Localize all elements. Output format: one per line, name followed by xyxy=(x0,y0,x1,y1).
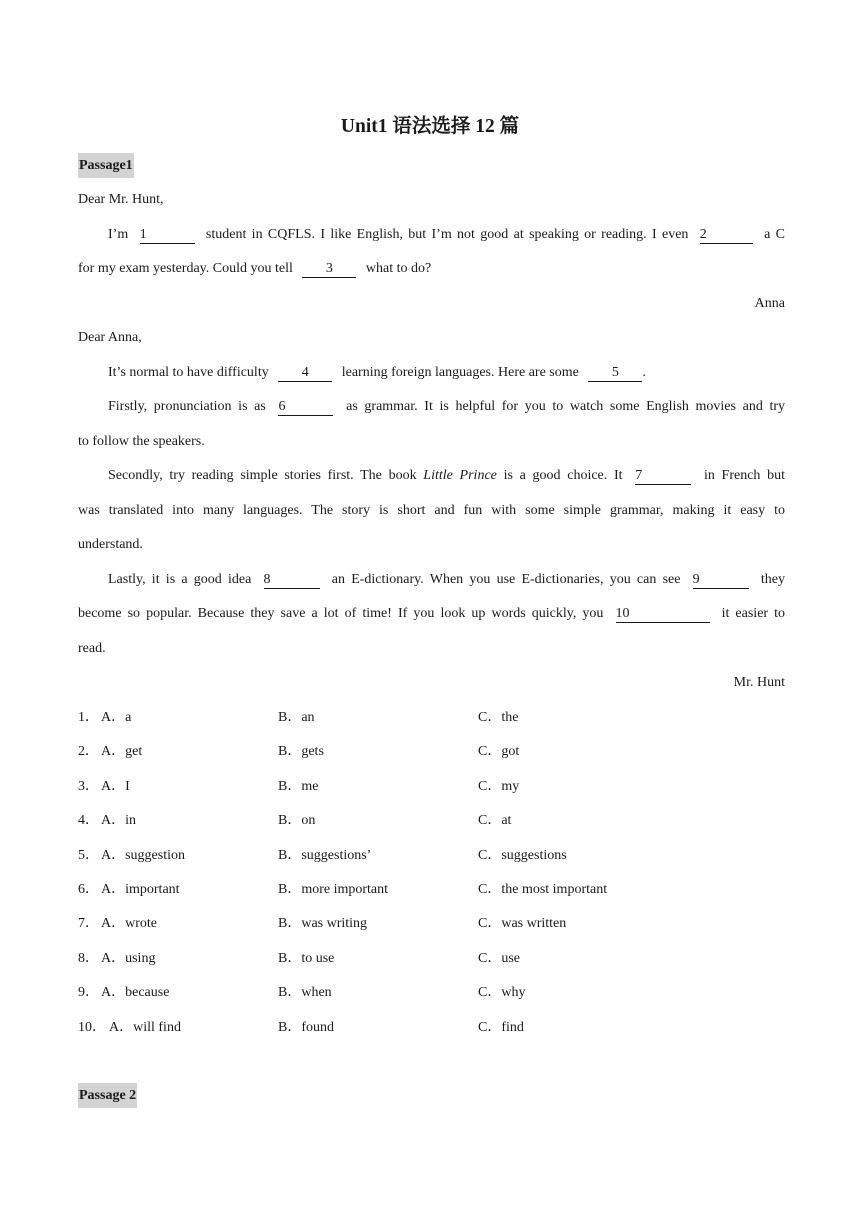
option-b[interactable]: B．found xyxy=(278,1020,334,1035)
text: is a good choice. It xyxy=(503,468,623,483)
text: . xyxy=(642,365,646,380)
blank-4: 4 xyxy=(278,365,332,382)
text: student in CQFLS. I like English, but I’m not good at speaking or reading. I even xyxy=(205,227,689,242)
option-a[interactable]: A．I xyxy=(101,779,130,794)
option-b[interactable]: B．on xyxy=(278,813,316,828)
letter-1-greeting: Dear Mr. Hunt, xyxy=(78,192,164,207)
letter-2-para-3-line-1 xyxy=(78,465,785,487)
letter-2-para-3-line-2: was translated into many languages. The story is short and fun with some simple grammar, making it easy to xyxy=(78,503,785,518)
option-c[interactable]: C．the most important xyxy=(478,882,608,897)
letter-2-para-1 xyxy=(78,362,785,384)
text: become so popular. Because they save a lot of time! If you look up words quickly, you xyxy=(78,606,604,621)
option-b[interactable]: B．an xyxy=(278,710,315,725)
option-b[interactable]: B．more important xyxy=(278,882,389,897)
blank-10: 10 xyxy=(616,606,710,623)
option-c[interactable]: C．find xyxy=(478,1020,524,1035)
text: Lastly, it is a good idea xyxy=(108,572,252,587)
option-b[interactable]: B．suggestions’ xyxy=(278,848,372,863)
text: learning foreign languages. Here are some xyxy=(341,365,579,380)
letter-2-para-4-line-2 xyxy=(78,603,785,625)
passage-2-label: Passage 2 xyxy=(78,1083,137,1108)
option-a[interactable]: A．get xyxy=(101,744,143,759)
question-number: 10． xyxy=(78,1020,106,1035)
text: as grammar. It is helpful for you to watch some English movies and try xyxy=(346,399,786,414)
text: for my exam yesterday. Could you tell xyxy=(78,261,293,276)
letter-2-para-2-line-2: to follow the speakers. xyxy=(78,434,205,449)
page-title: Unit1 语法选择 12 篇 xyxy=(340,116,520,137)
question-number: 4． xyxy=(78,813,99,828)
blank-2: 2 xyxy=(700,227,753,244)
question-number: 3． xyxy=(78,779,99,794)
text: It’s normal to have difficulty xyxy=(108,365,269,380)
option-a[interactable]: A．wrote xyxy=(101,916,157,931)
option-a[interactable]: A．using xyxy=(101,951,156,966)
option-b[interactable]: B．when xyxy=(278,985,332,1000)
text: Firstly, pronunciation is as xyxy=(108,399,266,414)
option-row xyxy=(78,1017,785,1039)
option-a[interactable]: A．will find xyxy=(109,1020,181,1035)
option-row xyxy=(78,776,785,798)
blank-8: 8 xyxy=(264,572,320,589)
blank-5: 5 xyxy=(588,365,642,382)
letter-1-signature: Anna xyxy=(754,296,785,311)
option-c[interactable]: C．the xyxy=(478,710,519,725)
passage-1-label: Passage1 xyxy=(78,153,134,178)
question-number: 5． xyxy=(78,848,99,863)
letter-2-greeting: Dear Anna, xyxy=(78,330,142,345)
option-b[interactable]: B．gets xyxy=(278,744,324,759)
blank-1: 1 xyxy=(140,227,195,244)
option-a[interactable]: A．in xyxy=(101,813,136,828)
option-a[interactable]: A．a xyxy=(101,710,132,725)
letter-2-para-4-line-3: read. xyxy=(78,641,106,656)
option-row xyxy=(78,879,785,901)
option-row xyxy=(78,982,785,1004)
question-number: 6． xyxy=(78,882,99,897)
letter-2-para-3-line-3: understand. xyxy=(78,537,143,552)
option-a[interactable]: A．important xyxy=(101,882,180,897)
text: I’m xyxy=(108,227,129,242)
option-b[interactable]: B．was writing xyxy=(278,916,368,931)
text: Secondly, try reading simple stories first. The book xyxy=(108,468,417,483)
text: a C xyxy=(764,227,786,242)
text: it easier to xyxy=(721,606,786,621)
text: in French but xyxy=(703,468,785,483)
option-c[interactable]: C．why xyxy=(478,985,526,1000)
book-title: Little Prince xyxy=(423,468,497,483)
text: an E-dictionary. When you use E-dictionaries, you can see xyxy=(331,572,681,587)
question-number: 2． xyxy=(78,744,99,759)
letter-2-para-2-line-1 xyxy=(78,396,785,418)
blank-3: 3 xyxy=(302,261,356,278)
letter-1-line-1 xyxy=(78,224,785,246)
option-c[interactable]: C．was written xyxy=(478,916,567,931)
blank-7: 7 xyxy=(635,468,691,485)
option-c[interactable]: C．at xyxy=(478,813,512,828)
blank-9: 9 xyxy=(693,572,749,589)
option-row xyxy=(78,845,785,867)
question-number: 7． xyxy=(78,916,99,931)
letter-2-signature: Mr. Hunt xyxy=(733,675,785,690)
option-row xyxy=(78,707,785,729)
text: what to do? xyxy=(365,261,432,276)
question-number: 9． xyxy=(78,985,99,1000)
question-number: 8． xyxy=(78,951,99,966)
option-b[interactable]: B．to use xyxy=(278,951,335,966)
blank-6: 6 xyxy=(278,399,333,416)
option-b[interactable]: B．me xyxy=(278,779,319,794)
option-a[interactable]: A．suggestion xyxy=(101,848,185,863)
option-row xyxy=(78,741,785,763)
option-c[interactable]: C．use xyxy=(478,951,520,966)
text: they xyxy=(760,572,785,587)
letter-2-para-4-line-1 xyxy=(78,569,785,591)
option-row xyxy=(78,948,785,970)
option-row xyxy=(78,810,785,832)
question-number: 1． xyxy=(78,710,99,725)
option-a[interactable]: A．because xyxy=(101,985,170,1000)
option-c[interactable]: C．got xyxy=(478,744,520,759)
option-row xyxy=(78,913,785,935)
option-c[interactable]: C．my xyxy=(478,779,520,794)
option-c[interactable]: C．suggestions xyxy=(478,848,567,863)
letter-1-line-2 xyxy=(78,258,785,280)
